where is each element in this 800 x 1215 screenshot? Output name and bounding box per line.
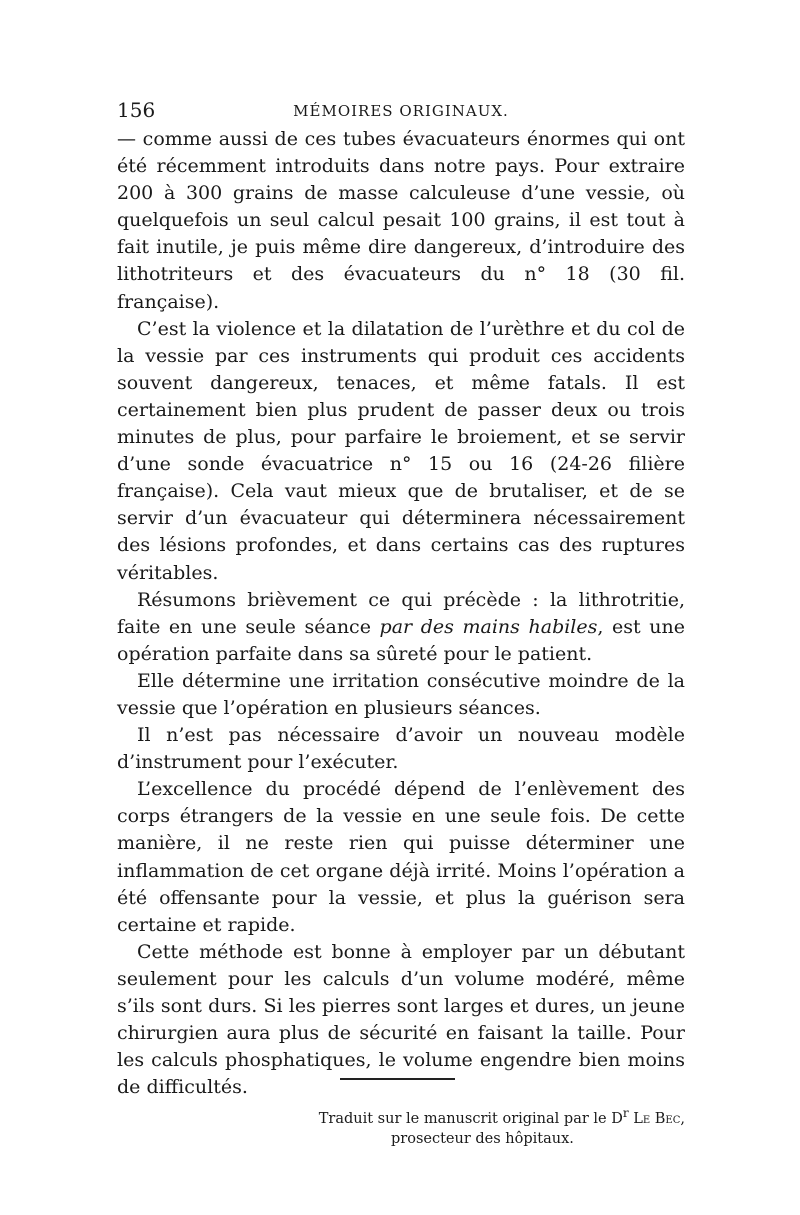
paragraph-4: Elle détermine une irritation consécutive moindre de la vessie que l’opération en plusieurs séances. — [117, 669, 685, 719]
paragraph-7: Cette méthode est bonne à employer par un débutant seulement pour les calculs d’un volume modéré, même s’ils sont durs. Si les pierres sont larges et dures, un jeune chirurgien aura plus de sécurité en faisant la taille. Pour les calculs phosphatiques, le volume engendre bien moins de difficultés. — [117, 940, 685, 1099]
attribution-sup: r — [622, 1106, 629, 1121]
attribution-line-1 — [117, 1103, 685, 1129]
translator-attribution — [117, 1103, 685, 1149]
paragraph-3-end: , est une opération parfaite dans sa sûreté pour le patient. — [117, 615, 685, 665]
running-head: MÉMOIRES ORIGINAUX. — [293, 102, 509, 120]
end-rule — [340, 1078, 455, 1080]
paragraph-3 — [117, 587, 685, 668]
paragraph-6: L’excellence du procédé dépend de l’enlèvement des corps étrangers de la vessie en une seule fois. De cette manière, il ne reste rien qui puisse déterminer une inflammation de cet organe déjà irrité. Moins l’opération a été offensante pour la vessie, et plus la guérison sera certaine et rapide. — [117, 778, 685, 936]
page-header — [117, 98, 685, 128]
attribution-line-2: prosecteur des hôpitaux. — [391, 1131, 574, 1148]
body-text — [117, 126, 685, 1149]
paragraph-3-italic: par des mains habiles — [379, 615, 598, 638]
paragraph-5: Il n’est pas nécessaire d’avoir un nouveau modèle d’instrument pour l’exécuter. — [117, 724, 685, 774]
attribution-prefix: Traduit sur le manuscrit original par le D — [318, 1111, 623, 1128]
paragraph-3-start: Résumons brièvement ce qui précède : la lithrotritie, faite en une seule séance — [117, 588, 685, 638]
translator-name: Le Bec, — [628, 1111, 685, 1128]
paragraph-1: — comme aussi de ces tubes évacuateurs énormes qui ont été récemment introduits dans notre pays. Pour extraire 200 à 300 grains de masse calculeuse d’une vessie, où quelquefois un seul calcul pesait 100 grains, il est tout à fait inutile, je puis même dire dangereux, d’introduire des lithotriteurs et des évacuateurs du n° 18 (30 fil. française). — [117, 128, 685, 313]
paragraph-2: C’est la violence et la dilatation de l’urèthre et du col de la vessie par ces instruments qui produit ces accidents souvent dangereux, tenaces, et même fatals. Il est certainement bien plus prudent de passer deux ou trois minutes de plus, pour parfaire le broiement, et se servir d’une sonde évacuatrice n° 15 ou 16 (24-26 filière française). Cela vaut mieux que de brutaliser, et de se servir d’un évacuateur qui déterminera nécessairement des lésions profondes, et dans certains cas des ruptures véritables. — [117, 317, 685, 584]
page-number: 156 — [117, 98, 156, 122]
